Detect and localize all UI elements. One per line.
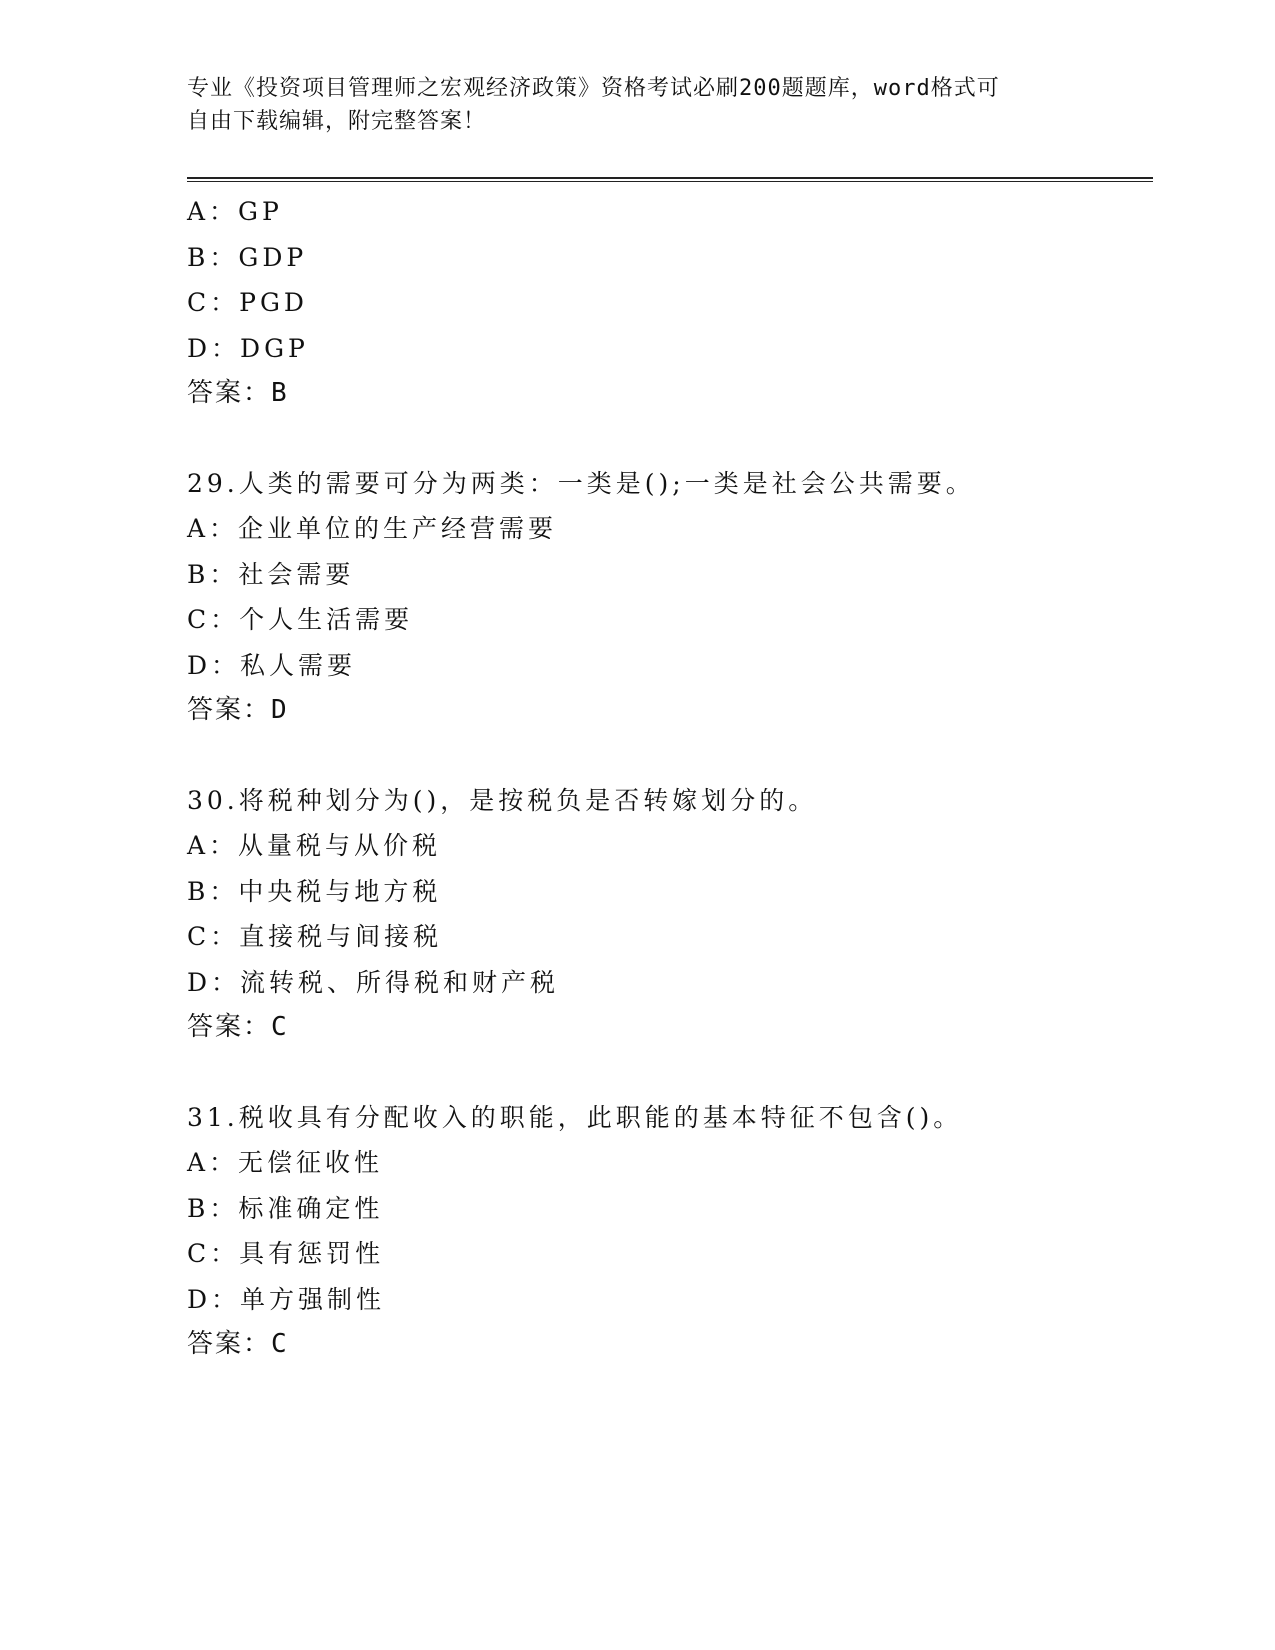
question-block: [187, 189, 1153, 417]
option-d: D：流转税、所得税和财产税: [187, 967, 560, 997]
option-a: A：无偿征收性: [187, 1148, 384, 1177]
answer: 答案：D: [187, 695, 289, 725]
question-text: 30.将税种划分为()，是按税负是否转嫁划分的。: [187, 785, 818, 815]
question-block: [187, 1095, 1153, 1368]
question-list: [187, 189, 1153, 1368]
answer: 答案：B: [187, 378, 289, 408]
option-c: C：具有惩罚性: [187, 1239, 385, 1268]
question-text: 29.人类的需要可分为两类：一类是();一类是社会公共需要。: [187, 468, 975, 498]
option-c: C：PGD: [187, 288, 308, 317]
question-block: [187, 778, 1153, 1051]
option-a: A：从量税与从价税: [187, 831, 442, 860]
answer: 答案：C: [187, 1329, 289, 1359]
option-b: B：中央税与地方税: [187, 876, 442, 906]
option-c: C：个人生活需要: [187, 605, 414, 634]
document-header: [187, 72, 1087, 138]
option-c: C：直接税与间接税: [187, 922, 443, 951]
option-d: D：DGP: [187, 333, 309, 363]
answer: 答案：C: [187, 1012, 289, 1042]
option-d: D：私人需要: [187, 650, 357, 680]
option-a: A：GP: [187, 197, 283, 226]
option-b: B：GDP: [187, 242, 308, 272]
header-divider: [187, 177, 1153, 182]
question-text: 31.税收具有分配收入的职能，此职能的基本特征不包含()。: [187, 1102, 963, 1132]
option-b: B：标准确定性: [187, 1193, 384, 1223]
header-line-1: 专业《投资项目管理师之宏观经济政策》资格考试必刷200题题库，word格式可: [187, 76, 1000, 101]
option-a: A：企业单位的生产经营需要: [187, 514, 558, 543]
option-d: D：单方强制性: [187, 1284, 386, 1314]
question-block: [187, 461, 1153, 734]
header-line-2: 自由下载编辑，附完整答案！: [187, 109, 487, 134]
option-b: B：社会需要: [187, 559, 355, 589]
